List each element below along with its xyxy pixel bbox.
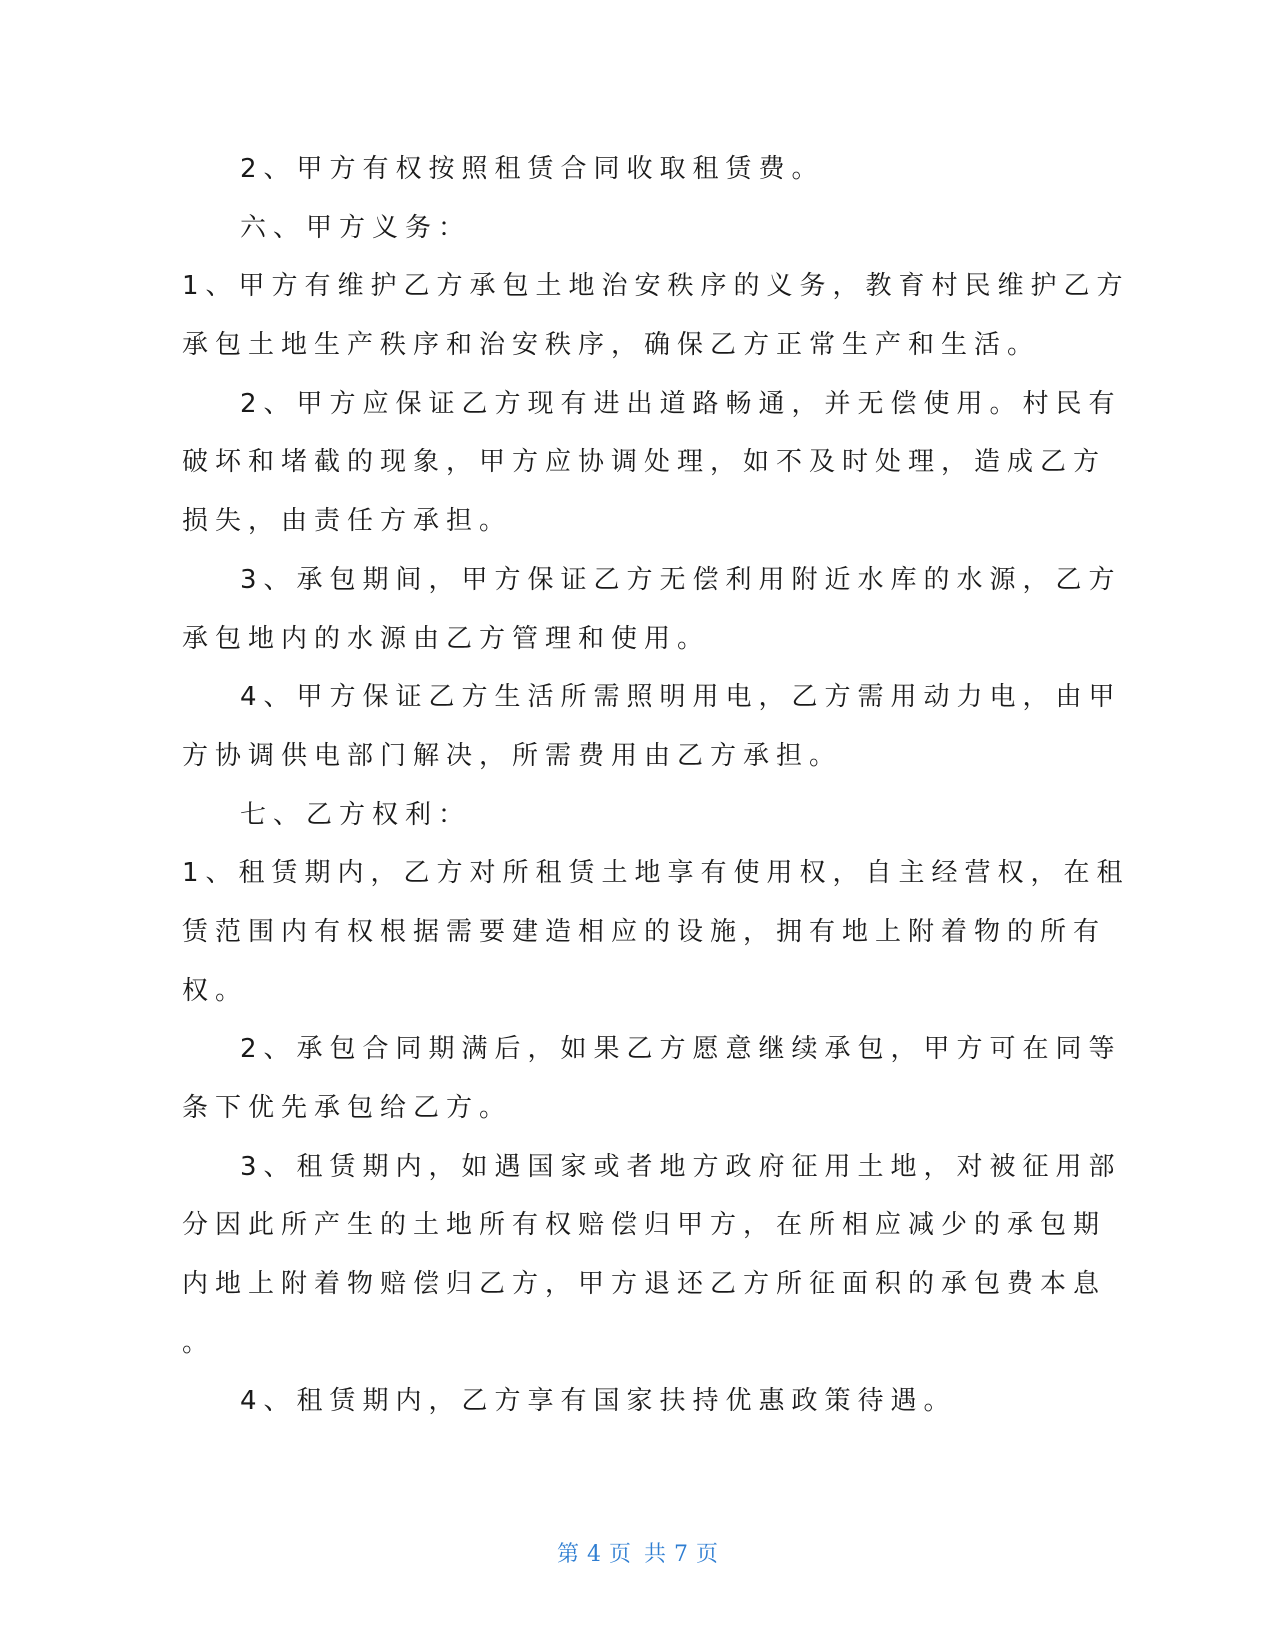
text-line: 方协调供电部门解决，所需费用由乙方承担。 bbox=[182, 740, 843, 771]
footer-prefix: 第 bbox=[556, 1542, 579, 1567]
footer-middle: 页 共 bbox=[609, 1542, 666, 1567]
text-line: 3、承包期间，甲方保证乙方无偿利用附近水库的水源，乙方 bbox=[240, 564, 1122, 595]
text-line: 承包地内的水源由乙方管理和使用。 bbox=[182, 623, 711, 654]
text-line: 承包土地生产秩序和治安秩序，确保乙方正常生产和生活。 bbox=[182, 330, 1041, 361]
document-body bbox=[182, 140, 1130, 1431]
text-line: 六、甲方义务： bbox=[240, 212, 472, 243]
text-line: 分因此所产生的土地所有权赔偿归甲方，在所相应减少的承包期 bbox=[182, 1210, 1107, 1241]
text-line: 赁范围内有权根据需要建造相应的设施，拥有地上附着物的所有 bbox=[182, 916, 1107, 947]
text-line: 2、甲方应保证乙方现有进出道路畅通，并无偿使用。村民有 bbox=[240, 388, 1122, 419]
text-line: 2、甲方有权按照租赁合同收取租赁费。 bbox=[240, 154, 825, 184]
text-line: 权。 bbox=[182, 975, 249, 1006]
footer-total-pages: 7 bbox=[674, 1542, 688, 1567]
page-footer bbox=[0, 1537, 1275, 1568]
text-line: 1、租赁期内，乙方对所租赁土地享有使用权，自主经营权，在租 bbox=[182, 858, 1130, 889]
footer-page-number: 4 bbox=[587, 1542, 601, 1567]
text-line: 七、乙方权利： bbox=[240, 799, 472, 830]
text-line: 3、租赁期内，如遇国家或者地方政府征用土地，对被征用部 bbox=[240, 1151, 1122, 1182]
footer-suffix: 页 bbox=[696, 1542, 719, 1567]
text-line: 损失，由责任方承担。 bbox=[182, 506, 513, 537]
text-line: 2、承包合同期满后，如果乙方愿意继续承包，甲方可在同等 bbox=[240, 1034, 1122, 1065]
text-line: 。 bbox=[182, 1327, 216, 1358]
text-line: 内地上附着物赔偿归乙方，甲方退还乙方所征面积的承包费本息 bbox=[182, 1269, 1107, 1300]
text-line: 4、租赁期内，乙方享有国家扶持优惠政策待遇。 bbox=[240, 1386, 957, 1417]
text-line: 4、甲方保证乙方生活所需照明用电，乙方需用动力电，由甲 bbox=[240, 682, 1122, 713]
text-line: 条下优先承包给乙方。 bbox=[182, 1093, 513, 1123]
text-line: 破坏和堵截的现象，甲方应协调处理，如不及时处理，造成乙方 bbox=[182, 447, 1107, 478]
text-line: 1、甲方有维护乙方承包土地治安秩序的义务，教育村民维护乙方 bbox=[182, 271, 1130, 302]
